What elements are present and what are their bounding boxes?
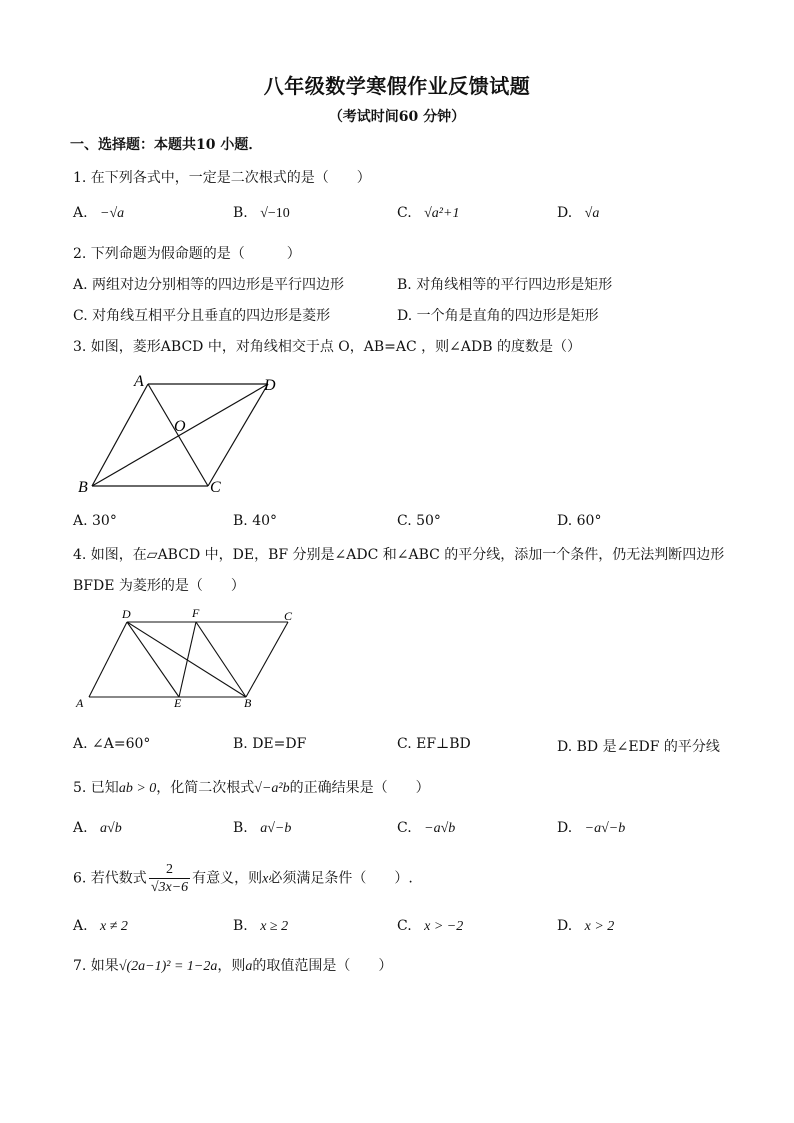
q6-c-math: x > −2 bbox=[424, 919, 464, 934]
q4-stem-line1: 4. 如图，在▱ABCD 中，DE，BF 分别是∠ADC 和∠ABC 的平分线，添加一个条件，仍无法判断四边形 bbox=[73, 547, 725, 563]
q3-side-ba bbox=[92, 384, 148, 486]
q1-option-a[interactable] bbox=[73, 205, 124, 222]
exam-time: （考试时间60 分钟） bbox=[328, 109, 466, 125]
q4-option-d[interactable]: D. BD 是∠EDF 的平分线 bbox=[557, 739, 720, 755]
q3-rhombus-figure bbox=[70, 368, 290, 503]
q4-option-b[interactable]: B. DE=DF bbox=[233, 736, 307, 752]
q4-label-b: B bbox=[244, 696, 252, 710]
q6-a-label: A. bbox=[73, 918, 88, 934]
q4-label-a: A bbox=[76, 696, 84, 710]
q5-condition: ab > 0 bbox=[118, 781, 157, 796]
q5-stem bbox=[73, 777, 430, 797]
q6-d-label: D. bbox=[557, 918, 573, 934]
q1-b-math: √−10 bbox=[260, 206, 290, 221]
q5-expression: √−a²b bbox=[254, 781, 290, 796]
q4-side-ad bbox=[89, 622, 127, 697]
page-title: 八年级数学寒假作业反馈试题 bbox=[263, 74, 531, 98]
q5-c-math: −a√b bbox=[424, 821, 456, 836]
q5-option-a[interactable] bbox=[73, 820, 122, 837]
q4-segment-fe bbox=[179, 622, 196, 697]
q3-option-b[interactable]: B. 40° bbox=[233, 513, 278, 529]
q4-option-c[interactable]: C. EF⊥BD bbox=[397, 736, 471, 752]
section-heading: 一、选择题：本题共10 小题． bbox=[70, 137, 263, 153]
q1-option-d[interactable] bbox=[557, 205, 599, 222]
q2-option-d[interactable]: D. 一个角是直角的四边形是矩形 bbox=[397, 308, 599, 324]
q1-b-label: B. bbox=[233, 205, 248, 221]
q4-label-c: C bbox=[284, 609, 293, 623]
q5-a-label: A. bbox=[73, 820, 88, 836]
q6-b-label: B. bbox=[233, 918, 248, 934]
q1-d-math: √a bbox=[584, 206, 600, 221]
q1-d-label: D. bbox=[557, 205, 573, 221]
q5-a-math: a√b bbox=[100, 821, 122, 836]
q5-option-b[interactable] bbox=[233, 820, 291, 837]
q7-stem bbox=[73, 955, 392, 975]
q6-option-b[interactable] bbox=[233, 918, 288, 935]
q2-stem: 2. 下列命题为假命题的是（ ） bbox=[73, 246, 301, 262]
q1-option-c[interactable] bbox=[397, 205, 459, 222]
q3-option-a[interactable]: A. 30° bbox=[73, 513, 117, 529]
q3-diagonal-ac bbox=[148, 384, 208, 486]
q3-diagonal-bd bbox=[92, 384, 268, 486]
q5-d-math: −a√−b bbox=[584, 821, 626, 836]
q4-parallelogram-figure bbox=[70, 603, 310, 715]
q6-stem-post: 必须满足条件（ ）. bbox=[268, 870, 413, 887]
q4-diagonal-db bbox=[127, 622, 246, 697]
q4-side-cb bbox=[246, 622, 288, 697]
q5-stem-mid: ，化简二次根式 bbox=[156, 780, 255, 796]
q1-a-math: −√a bbox=[100, 206, 125, 221]
q6-option-a[interactable] bbox=[73, 918, 128, 935]
q3-side-dc bbox=[208, 384, 268, 486]
q6-stem bbox=[73, 861, 413, 896]
q6-option-c[interactable] bbox=[397, 918, 463, 935]
q6-fraction bbox=[149, 861, 190, 896]
q7-stem-mid: ，则 bbox=[217, 958, 246, 974]
q3-label-o: O bbox=[174, 418, 186, 435]
q6-b-math: x ≥ 2 bbox=[260, 919, 289, 934]
q1-c-math: √a²+1 bbox=[424, 206, 460, 221]
q4-stem-line2: BFDE 为菱形的是（ ） bbox=[73, 578, 245, 594]
q7-variable: a bbox=[245, 959, 253, 974]
q4-segment-fb bbox=[196, 622, 246, 697]
q3-label-a: A bbox=[134, 373, 144, 390]
q1-c-label: C. bbox=[397, 205, 412, 221]
q5-b-math: a√−b bbox=[260, 821, 292, 836]
q6-frac-denominator: √3x−6 bbox=[150, 880, 189, 895]
q6-d-math: x > 2 bbox=[584, 919, 615, 934]
q5-c-label: C. bbox=[397, 820, 412, 836]
q5-d-label: D. bbox=[557, 820, 573, 836]
q6-frac-numerator: 2 bbox=[149, 861, 190, 879]
q6-stem-pre: 6. 若代数式 bbox=[73, 870, 147, 887]
q2-option-c[interactable]: C. 对角线互相平分且垂直的四边形是菱形 bbox=[73, 308, 331, 324]
q6-stem-mid: 有意义，则 bbox=[192, 870, 263, 887]
q3-label-b: B bbox=[78, 479, 88, 496]
q6-variable: x bbox=[262, 871, 269, 887]
q2-option-b[interactable]: B. 对角线相等的平行四边形是矩形 bbox=[397, 277, 613, 293]
q6-c-label: C. bbox=[397, 918, 412, 934]
q4-label-e: E bbox=[174, 696, 182, 710]
q4-label-d: D bbox=[122, 607, 131, 621]
q3-label-d: D bbox=[264, 377, 276, 394]
q4-option-a[interactable]: A. ∠A=60° bbox=[73, 736, 151, 752]
q7-stem-pre: 7. 如果 bbox=[73, 958, 119, 974]
q5-option-c[interactable] bbox=[397, 820, 455, 837]
q5-option-d[interactable] bbox=[557, 820, 625, 837]
q1-a-label: A. bbox=[73, 205, 88, 221]
q5-stem-pre: 5. 已知 bbox=[73, 780, 119, 796]
q3-stem: 3. 如图，菱形ABCD 中，对角线相交于点 O，AB=AC ，则∠ADB 的度数是（） bbox=[73, 339, 581, 355]
q5-stem-post: 的正确结果是（ ） bbox=[289, 780, 430, 796]
q4-label-f: F bbox=[192, 606, 200, 620]
q7-expression: √(2a−1)² = 1−2a bbox=[118, 959, 218, 974]
q2-option-a[interactable]: A. 两组对边分别相等的四边形是平行四边形 bbox=[73, 277, 345, 293]
q3-option-d[interactable]: D. 60° bbox=[557, 513, 602, 529]
q6-option-d[interactable] bbox=[557, 918, 614, 935]
q1-option-b[interactable] bbox=[233, 205, 290, 222]
q7-stem-post: 的取值范围是（ ） bbox=[252, 958, 393, 974]
q6-a-math: x ≠ 2 bbox=[100, 919, 128, 934]
q5-b-label: B. bbox=[233, 820, 248, 836]
q4-segment-de bbox=[127, 622, 179, 697]
q3-option-c[interactable]: C. 50° bbox=[397, 513, 441, 529]
q1-stem: 1. 在下列各式中，一定是二次根式的是（ ） bbox=[73, 170, 371, 186]
q3-label-c: C bbox=[210, 479, 221, 496]
